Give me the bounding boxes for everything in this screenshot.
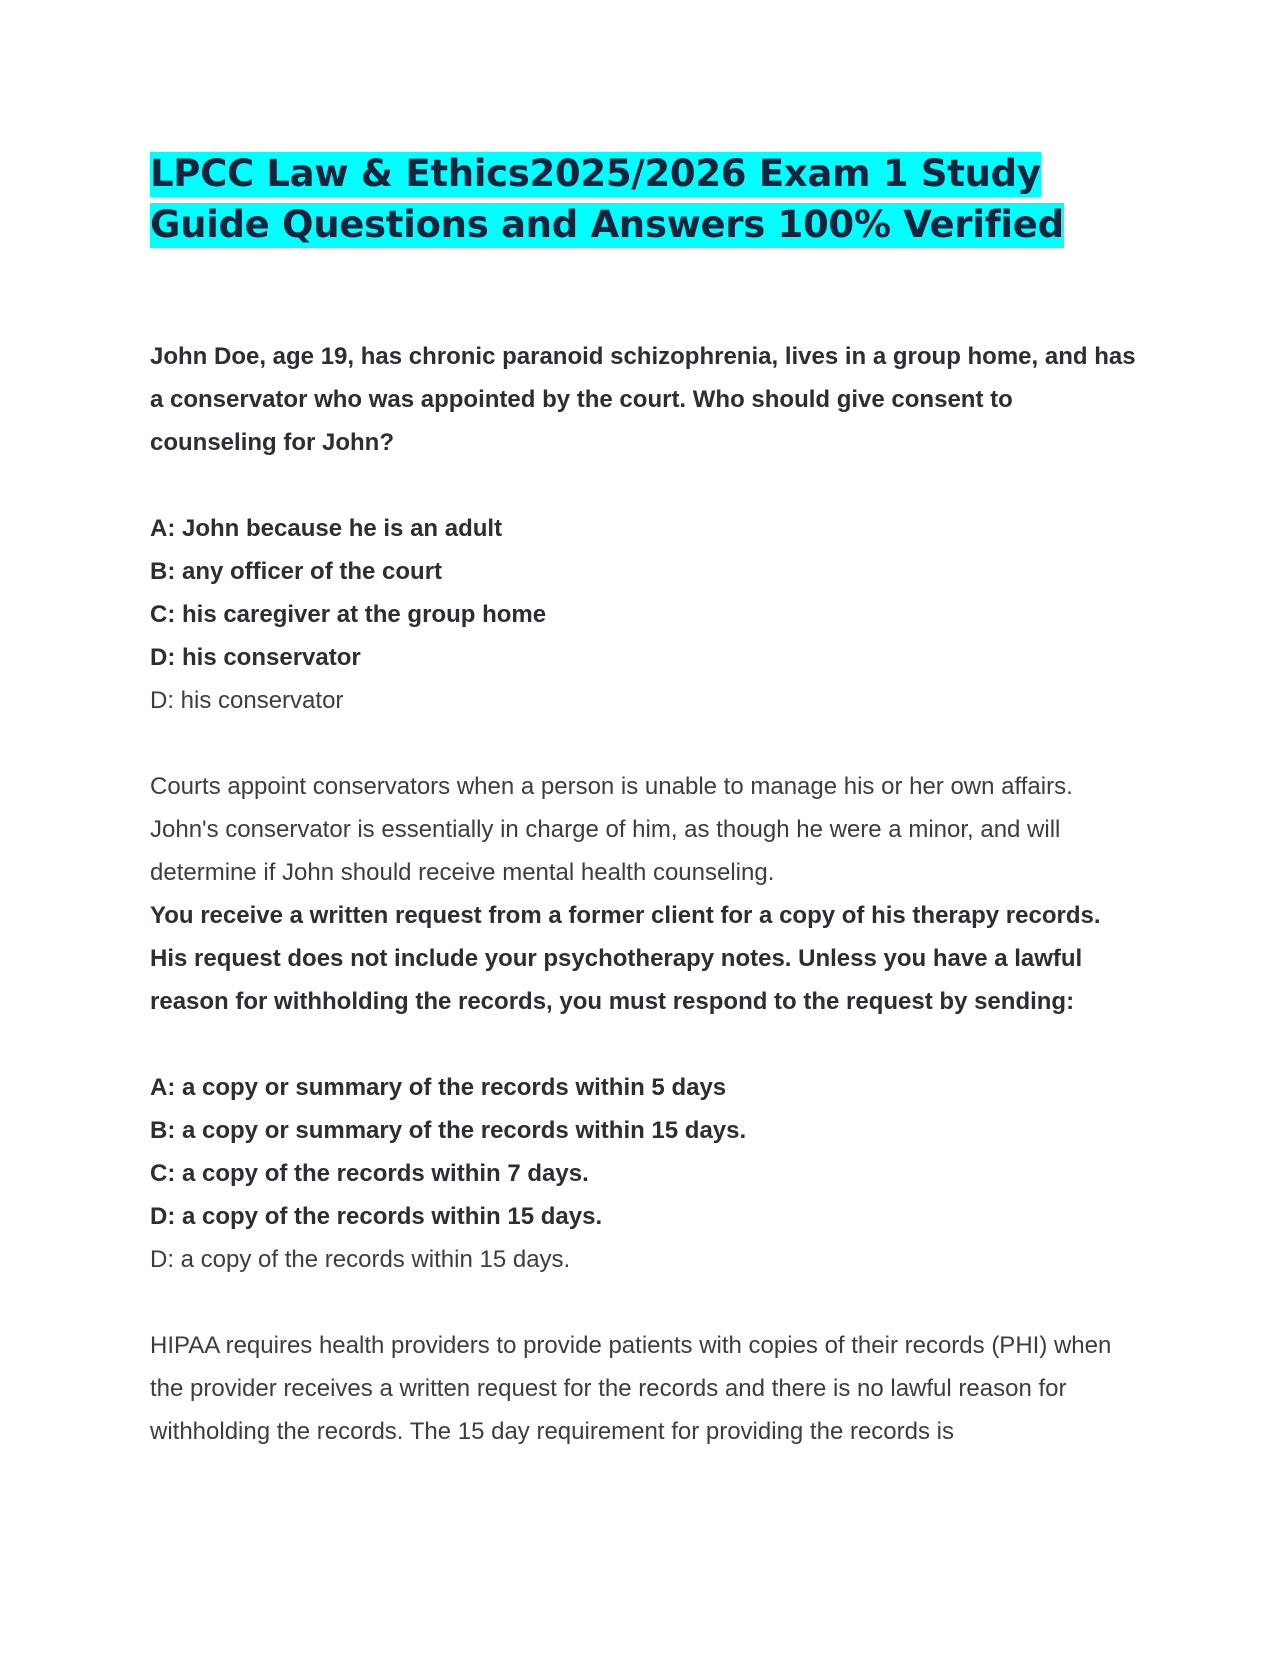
question-block-1 (150, 335, 1140, 894)
option-b: B: any officer of the court (150, 558, 443, 585)
option-c: C: a copy of the records within 7 days. (150, 1160, 589, 1187)
explanation-text: HIPAA requires health providers to provide patients with copies of their records (PHI) when the provider receives a written request for the records and there is no lawful reason for withholding the records. The 15 day requirement for providing the records is (150, 1332, 1112, 1445)
answer-text: D: his conservator (150, 687, 344, 714)
option-a: A: a copy or summary of the records within 5 days (150, 1074, 727, 1101)
option-list (150, 507, 1140, 679)
option-b: B: a copy or summary of the records within 15 days. (150, 1117, 747, 1144)
question-text: John Doe, age 19, has chronic paranoid schizophrenia, lives in a group home, and has a conservator who was appointed by the court. Who should give consent to counseling for John? (150, 343, 1136, 456)
document-title (150, 148, 1140, 250)
explanation-text: Courts appoint conservators when a person is unable to manage his or her own affairs. John's conservator is essentially in charge of him, as though he were a minor, and will determine if John should receive mental health counseling. (150, 773, 1073, 886)
question-block-2 (150, 894, 1140, 1453)
option-list (150, 1066, 1140, 1238)
document-content (150, 148, 1140, 1453)
option-d: D: his conservator (150, 644, 361, 671)
question-text: You receive a written request from a former client for a copy of his therapy records. His request does not include your psychotherapy notes. Unless you have a lawful reason for withholding the records, you must respond to the request by sending: (150, 902, 1101, 1015)
option-a: A: John because he is an adult (150, 515, 503, 542)
option-c: C: his caregiver at the group home (150, 601, 547, 628)
title-highlight: LPCC Law & Ethics2025/2026 Exam 1 Study Guide Questions and Answers 100% Verified (150, 152, 1064, 246)
option-d: D: a copy of the records within 15 days. (150, 1203, 603, 1230)
answer-text: D: a copy of the records within 15 days. (150, 1246, 571, 1273)
